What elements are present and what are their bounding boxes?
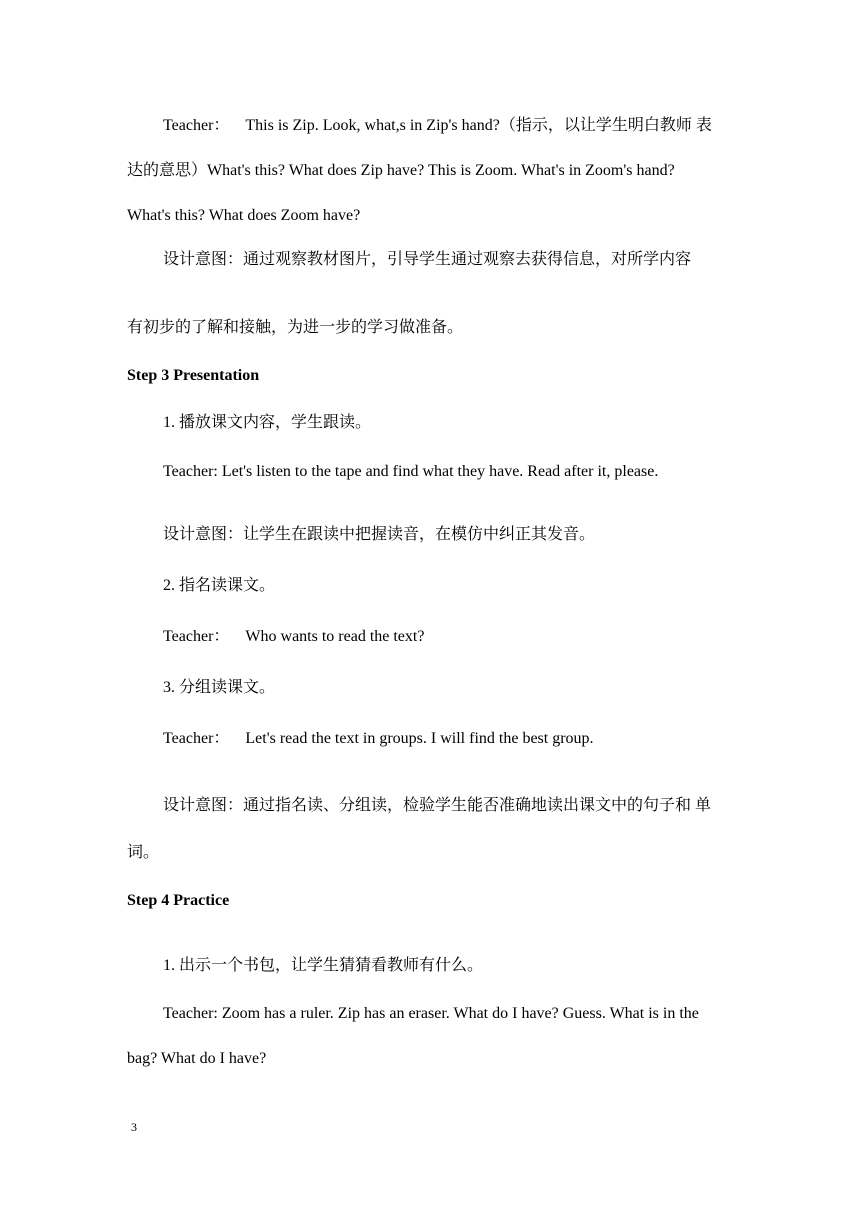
teacher-intro-line-3: What's this? What does Zoom have? — [127, 207, 361, 224]
teacher-label: Teacher： — [163, 117, 230, 134]
page-number: 3 — [131, 1120, 137, 1134]
teacher-zoom-line-2: bag? What do I have? — [127, 1050, 267, 1067]
teacher-zoom-line-1: Teacher: Zoom has a ruler. Zip has an eraser. What do I have? Guess. What is in the — [163, 1005, 699, 1022]
teacher-listen-line: Teacher: Let's listen to the tape and find what they have. Read after it, please. — [163, 463, 659, 480]
teacher-intro-line-2: 达的意思）What's this? What does Zip have? This is Zoom. What's in Zoom's hand? — [127, 162, 675, 179]
teacher-label: Teacher： — [163, 628, 230, 645]
design-intent-1-line-1: 设计意图：通过观察教材图片，引导学生通过观察去获得信息，对所学内容 — [163, 251, 692, 268]
practice-item-1: 1. 出示一个书包，让学生猜猜看教师有什么。 — [163, 957, 484, 974]
teacher-who-text: Who wants to read the text? — [245, 628, 425, 645]
design-intent-1-line-2: 有初步的了解和接触，为进一步的学习做准备。 — [127, 319, 464, 336]
design-intent-2: 设计意图：让学生在跟读中把握读音，在模仿中纠正其发音。 — [163, 526, 596, 543]
teacher-groups-text: Let's read the text in groups. I will find the best group. — [245, 730, 594, 747]
step-3-heading: Step 3 Presentation — [127, 367, 260, 384]
presentation-item-3: 3. 分组读课文。 — [163, 679, 276, 696]
teacher-label: Teacher： — [163, 730, 230, 747]
design-intent-3-line-2: 词。 — [127, 844, 160, 861]
teacher-groups-line — [163, 729, 594, 749]
teacher-who-line — [163, 627, 424, 647]
teacher-intro-text: This is Zip. Look, what,s in Zip's hand?（指示，以让学生明白教师 表 — [245, 117, 712, 134]
step-4-heading: Step 4 Practice — [127, 892, 230, 909]
presentation-item-1: 1. 播放课文内容，学生跟读。 — [163, 414, 372, 431]
presentation-item-2: 2. 指名读课文。 — [163, 577, 276, 594]
design-intent-3-line-1: 设计意图：通过指名读、分组读，检验学生能否准确地读出课文中的句子和 单 — [163, 797, 712, 814]
teacher-intro-line-1 — [163, 116, 712, 136]
